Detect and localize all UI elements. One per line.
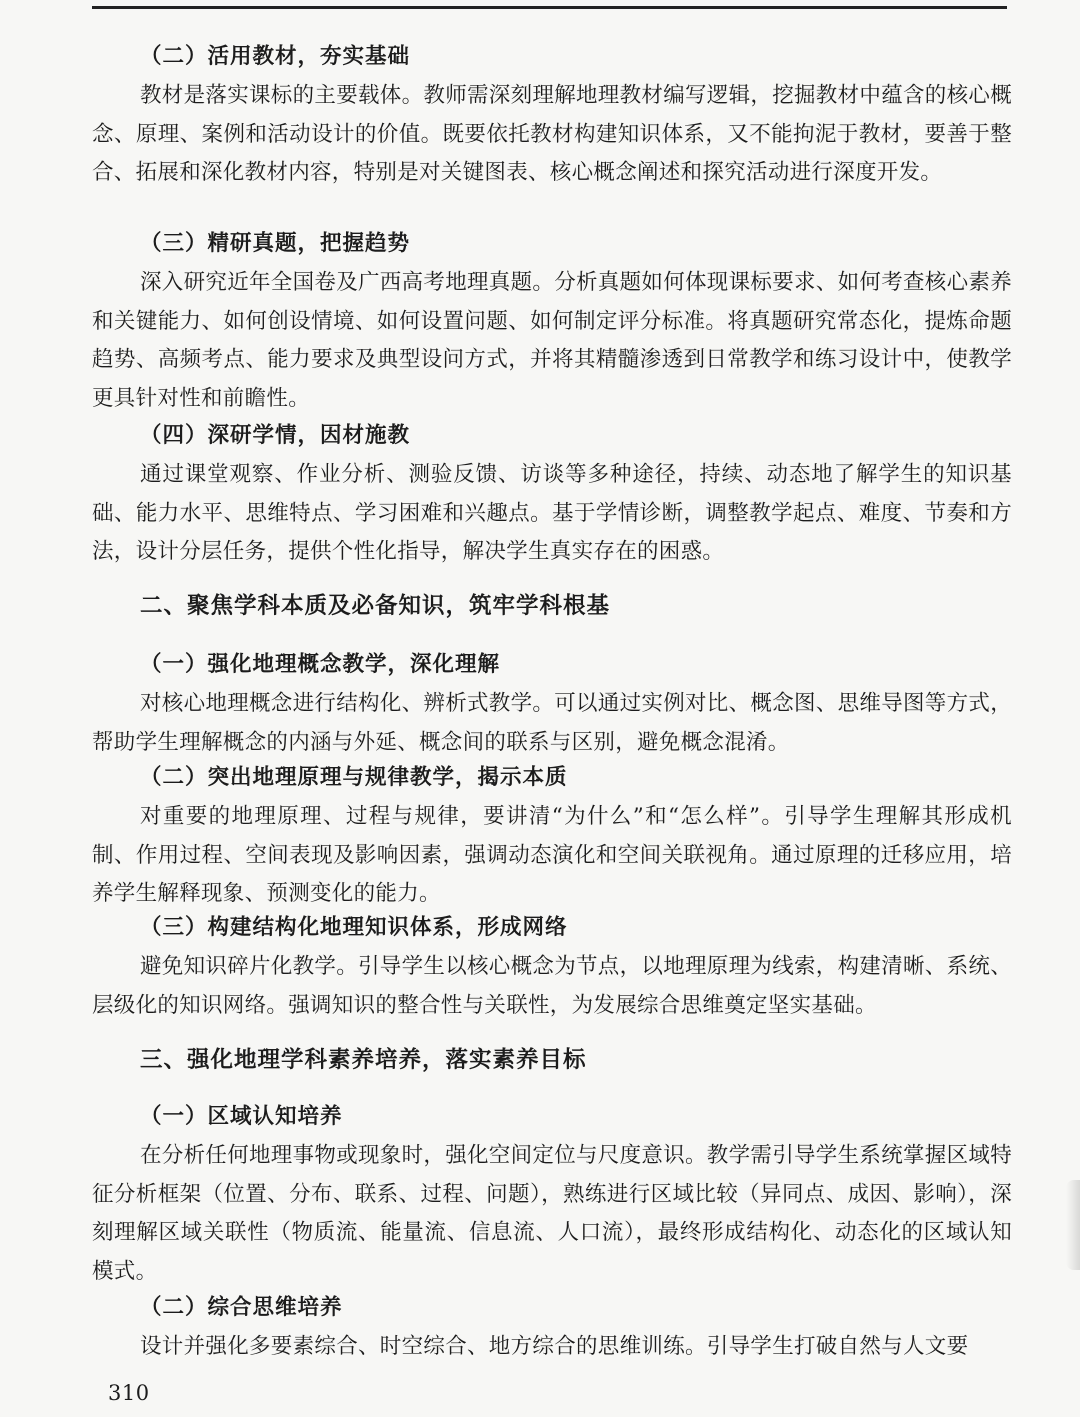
top-rule [92,6,1007,9]
subheading-learner-analysis: （四）深研学情，因材施教 [140,423,411,448]
page-number: 310 [108,1381,150,1405]
subheading-use-textbook: （二）活用教材，夯实基础 [140,44,411,69]
block-section-6 [92,758,1012,914]
block-section-1 [92,37,1012,193]
block-section-4 [92,586,1012,626]
block-section-2 [92,224,1012,418]
paragraph-exams: 深入研究近年全国卷及广西高考地理真题。分析真题如何体现课标要求、如何考查核心素养和关键能力、如何创设情境、如何设置问题、如何制定评分标准。将真题研究常态化，提炼命题趋势、高频考点、能力要求及典型设问方式，并将其精髓渗透到日常教学和练习设计中，使教学更具针对性和前瞻性。 [92,270,1013,411]
block-section-7 [92,908,1012,1025]
paragraph-knowledge-system: 避免知识碎片化教学。引导学生以核心概念为节点，以地理原理为线索，构建清晰、系统、层级化的知识网络。强调知识的整合性与关联性，为发展综合思维奠定坚实基础。 [92,954,1013,1018]
block-section-9 [92,1097,1012,1291]
paragraph-concepts: 对核心地理概念进行结构化、辨析式教学。可以通过实例对比、概念图、思维导图等方式，帮助学生理解概念的内涵与外延、概念间的联系与区别，避免概念混淆。 [92,691,1013,755]
paragraph-principles: 对重要的地理原理、过程与规律，要讲清“为什么”和“怎么样”。引导学生理解其形成机制、作用过程、空间表现及影响因素，强调动态演化和空间关联视角。通过原理的迁移应用，培养学生解释现象、预测变化的能力。 [92,804,1012,906]
paragraph-integrated-thinking: 设计并强化多要素综合、时空综合、地方综合的思维训练。引导学生打破自然与人文要 [140,1334,969,1359]
paragraph-learner-analysis: 通过课堂观察、作业分析、测验反馈、访谈等多种途径，持续、动态地了解学生的知识基础、能力水平、思维特点、学习困难和兴趣点。基于学情诊断，调整教学起点、难度、节奏和方法，设计分层任务，提供个性化指导，解决学生真实存在的困惑。 [92,462,1012,564]
subheading-integrated-thinking: （二）综合思维培养 [140,1295,343,1320]
page-edge-shadow [1066,1180,1080,1270]
paragraph-textbook: 教材是落实课标的主要载体。教师需深刻理解地理教材编写逻辑，挖掘教材中蕴含的核心概念、原理、案例和活动设计的价值。既要依托教材构建知识体系，又不能拘泥于教材，要善于整合、拓展和深化教材内容，特别是对关键图表、核心概念阐述和探究活动进行深度开发。 [92,83,1013,185]
subheading-knowledge-system: （三）构建结构化地理知识体系，形成网络 [140,915,568,940]
block-section-3 [92,416,1012,572]
block-section-8 [92,1040,1012,1080]
subheading-principles: （二）突出地理原理与规律教学，揭示本质 [140,765,568,790]
section-heading-3: 三、强化地理学科素养培养，落实素养目标 [140,1047,587,1073]
subheading-study-exams: （三）精研真题，把握趋势 [140,231,411,256]
section-heading-2: 二、聚焦学科本质及必备知识，筑牢学科根基 [140,593,611,619]
block-section-5 [92,645,1012,762]
subheading-regional-cognition: （一）区域认知培养 [140,1104,343,1129]
block-section-10 [92,1288,1012,1367]
subheading-concepts: （一）强化地理概念教学，深化理解 [140,652,501,677]
paragraph-regional-cognition: 在分析任何地理事物或现象时，强化空间定位与尺度意识。教学需引导学生系统掌握区域特征分析框架（位置、分布、联系、过程、问题），熟练进行区域比较（异同点、成因、影响），深刻理解区域关联性（物质流、能量流、信息流、人口流），最终形成结构化、动态化的区域认知模式。 [92,1143,1013,1284]
